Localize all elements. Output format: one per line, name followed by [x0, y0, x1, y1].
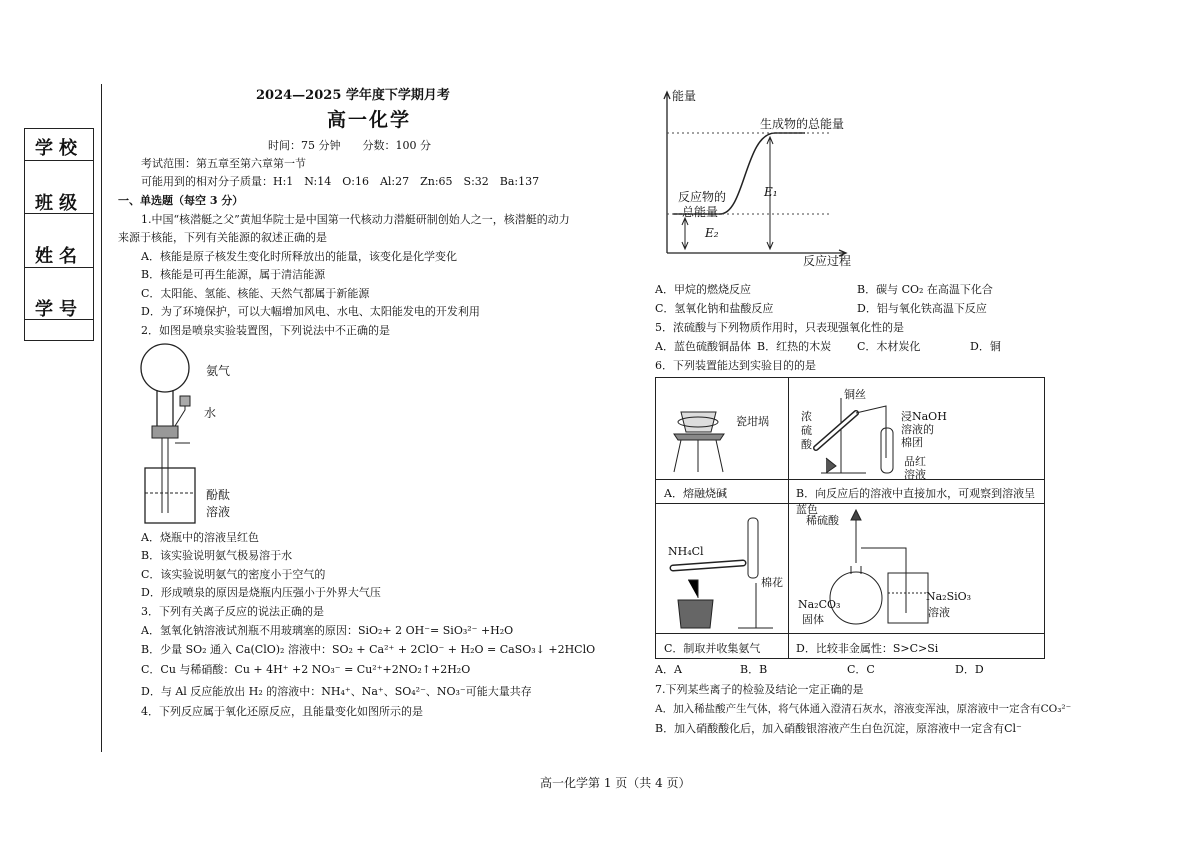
- q3-option-d: D．与 Al 反应能放出 H₂ 的溶液中：NH₄⁺、Na⁺、SO₄²⁻、NO₃⁻可能大量共存: [141, 685, 532, 698]
- label-dilute-sulfuric: 稀硫酸: [806, 514, 839, 527]
- label-reactants-2: 总能量: [682, 205, 719, 219]
- label-water: 水: [204, 406, 217, 420]
- q6-option-b: B．B: [740, 663, 768, 676]
- label-e2: E₂: [705, 226, 719, 240]
- cell-b-caption: B．向反应后的溶液中直接加水，可观察到溶液呈蓝色: [796, 487, 1036, 516]
- label-naoh-1: 浸NaOH: [901, 410, 947, 423]
- q1-option-d: D．为了环境保护，可以大幅增加风电、水电、太阳能发电的开发利用: [141, 305, 480, 318]
- name-label: 姓名: [35, 246, 83, 267]
- label-reactants: 反应物的: [678, 190, 727, 204]
- label-solution-d: 溶液: [928, 606, 950, 619]
- exam-scope: 考试范围：第五章至第六章第一节: [141, 157, 306, 170]
- exam-title: 2024—2025 学年度下学期月考: [256, 88, 450, 103]
- q6-option-d: D．D: [955, 663, 984, 676]
- label-magenta-1: 品红: [904, 455, 926, 468]
- class-label: 班级: [35, 193, 83, 214]
- school-label: 学校: [35, 138, 83, 159]
- q1-option-b: B．核能是可再生能源，属于清洁能源: [141, 268, 326, 281]
- atomic-masses: 可能用到的相对分子质量：H:1 N:14 O:16 Al:27 Zn:65 S:32 Ba:137: [141, 175, 540, 188]
- label-naoh-3: 棉团: [901, 436, 923, 449]
- q2-stem: 2．如图是喷泉实验装置图，下列说法中不正确的是: [141, 324, 390, 337]
- q7-option-a: A．加入稀盐酸产生气体，将气体通入澄清石灰水，溶液变浑浊，原溶液中一定含有CO₃²⁻: [655, 703, 1072, 715]
- label-porcelain-crucible: 瓷坩埚: [736, 415, 769, 428]
- q3-stem: 3．下列有关离子反应的说法正确的是: [141, 605, 324, 618]
- section-heading: 一、单选题（每空 3 分）: [118, 194, 244, 207]
- label-cotton: 棉花: [761, 576, 783, 589]
- q4-option-a: A．甲烷的燃烧反应: [655, 283, 751, 296]
- q1-option-c: C．太阳能、氢能、核能、天然气都属于新能源: [141, 287, 370, 300]
- time-score: 时间：75 分钟 分数：100 分: [268, 139, 431, 152]
- q1-option-a: A．核能是原子核发生变化时所释放出的能量，该变化是化学变化: [141, 250, 457, 263]
- label-na2co3: Na₂CO₃: [798, 598, 841, 611]
- q6-stem: 6．下列装置能达到实验目的的是: [655, 359, 816, 372]
- q3-option-b: B．少量 SO₂ 通入 Ca(ClO)₂ 溶液中：SO₂ + Ca²⁺ + 2ClO⁻ + H₂O = CaSO₃↓ +2HClO: [141, 643, 596, 656]
- table-divider: [25, 160, 93, 161]
- axis-reaction-process: 反应过程: [803, 254, 852, 268]
- label-products: 生成物的总能量: [760, 117, 845, 131]
- q5-option-b: B．红热的木炭: [757, 340, 832, 353]
- page-footer: 高一化学第 1 页（共 4 页）: [540, 776, 691, 790]
- grid-divider: [788, 378, 789, 658]
- label-na2sio3: Na₂SiO₃: [926, 590, 972, 603]
- ammonia-prep-apparatus: [668, 508, 783, 632]
- q6-apparatus-grid: [655, 377, 1045, 659]
- q4-stem: 4．下列反应属于氧化还原反应，且能量变化如图所示的是: [141, 705, 423, 718]
- energy-diagram: [655, 88, 855, 266]
- student-number-label: 学号: [35, 299, 83, 320]
- q2-option-c: C．该实验说明氨气的密度小于空气的: [141, 568, 326, 581]
- q7-stem: 7.下列某些离子的检验及结论一定正确的是: [655, 683, 864, 696]
- label-solution: 溶液: [206, 505, 231, 519]
- student-info-table: [24, 128, 94, 341]
- q2-option-d: D．形成喷泉的原因是烧瓶内压强小于外界大气压: [141, 586, 381, 599]
- label-solid: 固体: [802, 613, 824, 626]
- q5-option-d: D．铜: [970, 340, 1001, 353]
- q3-option-c: C．Cu 与稀硝酸：Cu + 4H⁺ +2 NO₃⁻ = Cu²⁺+2NO₂↑+2H₂O: [141, 663, 471, 676]
- q5-stem: 5．浓硫酸与下列物质作用时，只表现强氧化性的是: [655, 321, 904, 334]
- q7-option-b: B．加入硝酸酸化后，加入硝酸银溶液产生白色沉淀，原溶液中一定含有Cl⁻: [655, 722, 1022, 735]
- q1-stem-cont: 来源于核能，下列有关能源的叙述正确的是: [118, 231, 327, 244]
- q1-stem: 1.中国“核潜艇之父”黄旭华院士是中国第一代核动力潜艇研制创始人之一，核潜艇的动力: [141, 213, 570, 226]
- binding-line: [101, 84, 102, 752]
- q4-option-d: D．铝与氧化铁高温下反应: [857, 302, 987, 315]
- cell-a-caption: A．熔融烧碱: [664, 487, 727, 500]
- label-nh4cl: NH₄Cl: [668, 545, 704, 558]
- q2-option-a: A．烧瓶中的溶液呈红色: [141, 531, 259, 544]
- subject-title: 高一化学: [327, 109, 412, 131]
- label-naoh-2: 溶液的: [901, 423, 934, 436]
- label-phenolphthalein: 酚酞: [206, 488, 231, 502]
- label-conc-3: 酸: [801, 438, 812, 451]
- q6-option-a: A．A: [655, 663, 682, 676]
- q5-option-c: C．木材炭化: [857, 340, 921, 353]
- label-copper-wire: 铜丝: [844, 388, 866, 401]
- grid-divider: [656, 479, 1044, 480]
- grid-divider: [656, 633, 1044, 634]
- label-magenta-2: 溶液: [904, 468, 926, 481]
- label-conc-1: 浓: [801, 410, 812, 423]
- cell-c-caption: C．制取并收集氨气: [664, 642, 761, 655]
- crucible-apparatus: [666, 392, 736, 476]
- q5-option-a: A．蓝色硫酸铜晶体: [655, 340, 751, 353]
- axis-energy: 能量: [672, 89, 697, 103]
- q4-option-b: B．碳与 CO₂ 在高温下化合: [857, 283, 993, 296]
- q3-option-a: A．氢氧化钠溶液试剂瓶不用玻璃塞的原因：SiO₂+ 2 OH⁻= SiO₃²⁻ +H₂O: [141, 624, 514, 637]
- fountain-apparatus: [135, 338, 255, 528]
- label-conc-2: 硫: [801, 424, 812, 437]
- q2-option-b: B．该实验说明氨气极易溶于水: [141, 549, 293, 562]
- label-e1: E₁: [764, 185, 778, 199]
- cell-d-caption: D．比较非金属性：S>C>Si: [796, 642, 939, 655]
- q4-option-c: C．氢氧化钠和盐酸反应: [655, 302, 774, 315]
- q6-option-c: C．C: [847, 663, 875, 676]
- label-ammonia: 氨气: [206, 364, 231, 378]
